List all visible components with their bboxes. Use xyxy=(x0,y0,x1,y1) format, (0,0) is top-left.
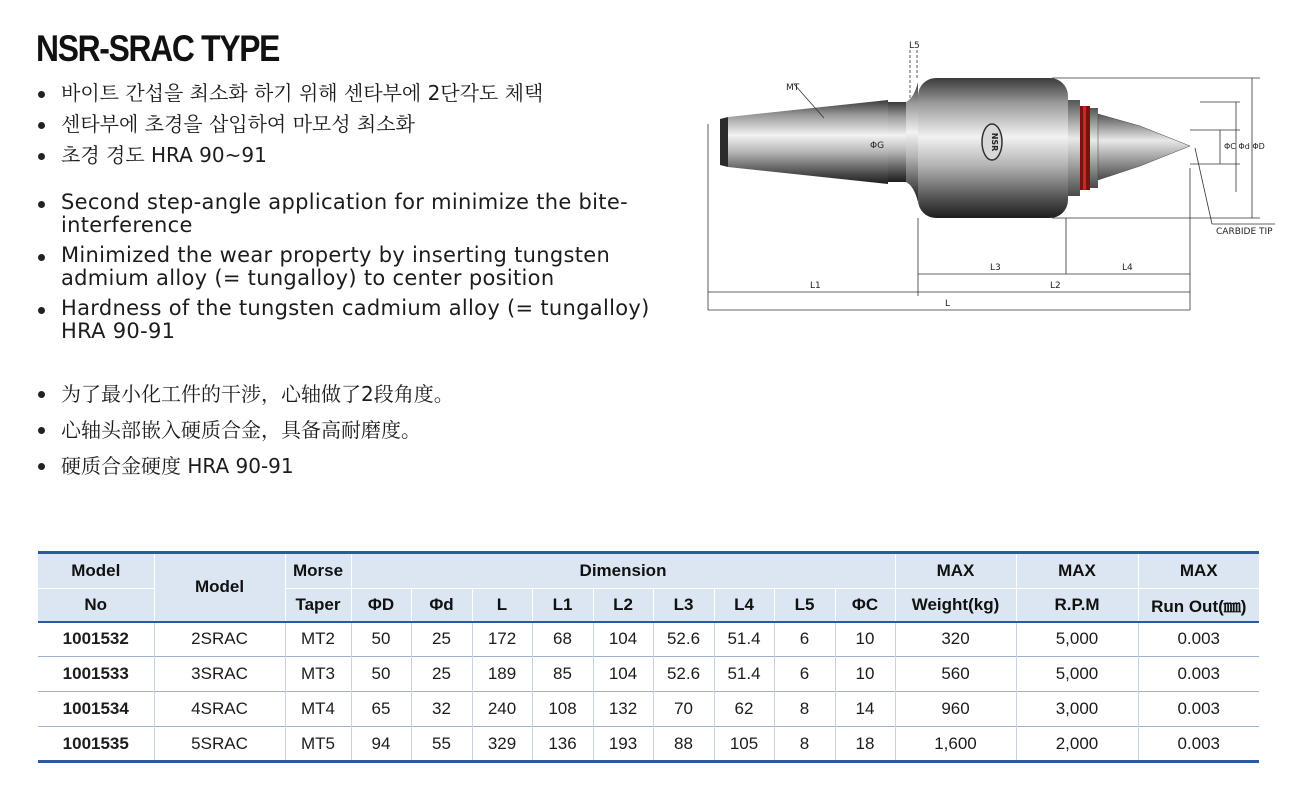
table-cell-l2: 104 xyxy=(593,657,653,692)
table-cell-l3: 52.6 xyxy=(653,622,714,657)
table-cell-l: 172 xyxy=(472,622,532,657)
header-dim: L xyxy=(472,589,532,622)
table-cell-weight: 960 xyxy=(895,692,1016,727)
header-model: Model xyxy=(154,553,285,622)
header-dimension: Dimension xyxy=(351,553,895,589)
table-cell-l5: 6 xyxy=(774,622,835,657)
list-item: 为了最小化工件的干涉，心轴做了2段角度。 xyxy=(36,376,454,412)
table-cell-l3: 88 xyxy=(653,727,714,762)
label-l5: L5 xyxy=(909,41,920,51)
table-cell-weight: 560 xyxy=(895,657,1016,692)
label-mt: MT xyxy=(786,83,800,93)
header-dim: L2 xyxy=(593,589,653,622)
table-cell-no: 1001532 xyxy=(38,622,154,657)
table-cell-d: 94 xyxy=(351,727,411,762)
table-cell-l3: 70 xyxy=(653,692,714,727)
live-center-drawing xyxy=(700,38,1280,323)
label-g: ΦG xyxy=(870,141,885,151)
table-cell-taper: MT5 xyxy=(285,727,351,762)
table-cell-rpm: 2,000 xyxy=(1016,727,1138,762)
table-cell-l1: 68 xyxy=(532,622,593,657)
table-cell-l3: 52.6 xyxy=(653,657,714,692)
label-l: L xyxy=(945,299,951,309)
header-model-no-sub: No xyxy=(38,589,154,622)
list-item: 心轴头部嵌入硬质合金，具备高耐磨度。 xyxy=(36,412,454,448)
header-taper: Taper xyxy=(285,589,351,622)
table-cell-no: 1001535 xyxy=(38,727,154,762)
header-dim: L5 xyxy=(774,589,835,622)
header-dim: L1 xyxy=(532,589,593,622)
table-cell-no: 1001533 xyxy=(38,657,154,692)
table-cell-l: 329 xyxy=(472,727,532,762)
header-rpm-unit: R.P.M xyxy=(1016,589,1138,622)
table-cell-l4: 51.4 xyxy=(714,622,774,657)
table-cell-model: 4SRAC xyxy=(154,692,285,727)
table-cell-taper: MT4 xyxy=(285,692,351,727)
table-cell-l1: 108 xyxy=(532,692,593,727)
table-cell-c: 10 xyxy=(835,622,895,657)
header-dim: ΦC xyxy=(835,589,895,622)
table-row xyxy=(38,622,1259,657)
table-cell-weight: 1,600 xyxy=(895,727,1016,762)
korean-feature-list xyxy=(36,78,543,171)
table-cell-l2: 193 xyxy=(593,727,653,762)
header-morse: Morse xyxy=(285,553,351,589)
list-item: Minimized the wear property by inserting tungsten admium alloy (= tungalloy) to center position xyxy=(36,244,696,290)
table-row xyxy=(38,727,1259,762)
table-cell-model: 2SRAC xyxy=(154,622,285,657)
header-dim: ΦD xyxy=(351,589,411,622)
table-cell-l5: 6 xyxy=(774,657,835,692)
table-cell-d: 25 xyxy=(411,622,472,657)
table-cell-l1: 136 xyxy=(532,727,593,762)
table-cell-d: 55 xyxy=(411,727,472,762)
table-cell-l5: 8 xyxy=(774,727,835,762)
table-row xyxy=(38,657,1259,692)
list-item: Second step-angle application for minimize the bite-interference xyxy=(36,191,696,237)
table-cell-l4: 62 xyxy=(714,692,774,727)
table-cell-l: 189 xyxy=(472,657,532,692)
table-cell-runout: 0.003 xyxy=(1138,727,1259,762)
table-cell-runout: 0.003 xyxy=(1138,657,1259,692)
bearing-body xyxy=(918,78,1068,218)
list-item: 센타부에 초경을 삽입하여 마모성 최소화 xyxy=(36,109,543,140)
list-item: 硬质合金硬度 HRA 90-91 xyxy=(36,448,454,484)
table-cell-taper: MT2 xyxy=(285,622,351,657)
table-row xyxy=(38,692,1259,727)
table-cell-d: 32 xyxy=(411,692,472,727)
list-item: 바이트 간섭을 최소화 하기 위해 센타부에 2단각도 체택 xyxy=(36,78,543,109)
table-cell-l4: 51.4 xyxy=(714,657,774,692)
table-cell-runout: 0.003 xyxy=(1138,692,1259,727)
table-cell-d: 65 xyxy=(351,692,411,727)
table-cell-rpm: 5,000 xyxy=(1016,622,1138,657)
table-cell-no: 1001534 xyxy=(38,692,154,727)
header-max-weight: MAX xyxy=(895,553,1016,589)
table-cell-model: 3SRAC xyxy=(154,657,285,692)
header-weight-unit: Weight(kg) xyxy=(895,589,1016,622)
table-cell-d: 25 xyxy=(411,657,472,692)
table-cell-c: 18 xyxy=(835,727,895,762)
label-l3: L3 xyxy=(990,263,1001,273)
table-cell-l4: 105 xyxy=(714,727,774,762)
table-cell-weight: 320 xyxy=(895,622,1016,657)
table-cell-c: 14 xyxy=(835,692,895,727)
table-cell-l2: 132 xyxy=(593,692,653,727)
table-cell-l2: 104 xyxy=(593,622,653,657)
header-dim: L4 xyxy=(714,589,774,622)
label-carbide-tip: CARBIDE TIP xyxy=(1216,227,1273,237)
table-cell-rpm: 5,000 xyxy=(1016,657,1138,692)
table-cell-l: 240 xyxy=(472,692,532,727)
table-cell-taper: MT3 xyxy=(285,657,351,692)
table-cell-l5: 8 xyxy=(774,692,835,727)
header-max-runout: MAX xyxy=(1138,553,1259,589)
carbide-tip-point xyxy=(1098,114,1190,180)
table-cell-d: 50 xyxy=(351,622,411,657)
header-runout-unit: Run Out(㎜) xyxy=(1138,589,1259,622)
list-item: Hardness of the tungsten cadmium alloy (= tungalloy) HRA 90-91 xyxy=(36,297,696,343)
list-item: 초경 경도 HRA 90~91 xyxy=(36,140,543,171)
center-neck xyxy=(1068,100,1098,196)
chinese-feature-list xyxy=(36,376,454,484)
brand-logo: NSR xyxy=(990,132,999,152)
header-dim: L3 xyxy=(653,589,714,622)
table-cell-model: 5SRAC xyxy=(154,727,285,762)
label-l1: L1 xyxy=(810,281,821,291)
table-cell-d: 50 xyxy=(351,657,411,692)
label-diameters: ΦC Φd ΦD xyxy=(1224,142,1265,151)
header-max-rpm: MAX xyxy=(1016,553,1138,589)
header-dim: Φd xyxy=(411,589,472,622)
table-cell-runout: 0.003 xyxy=(1138,622,1259,657)
morse-taper-shank xyxy=(720,82,918,202)
table-cell-c: 10 xyxy=(835,657,895,692)
english-feature-list xyxy=(36,191,696,350)
label-l4: L4 xyxy=(1122,263,1133,273)
page-title: NSR-SRAC TYPE xyxy=(36,28,280,69)
specification-table xyxy=(38,551,1259,763)
header-model-no: Model xyxy=(38,553,154,589)
table-cell-l1: 85 xyxy=(532,657,593,692)
table-cell-rpm: 3,000 xyxy=(1016,692,1138,727)
label-l2: L2 xyxy=(1050,281,1061,291)
